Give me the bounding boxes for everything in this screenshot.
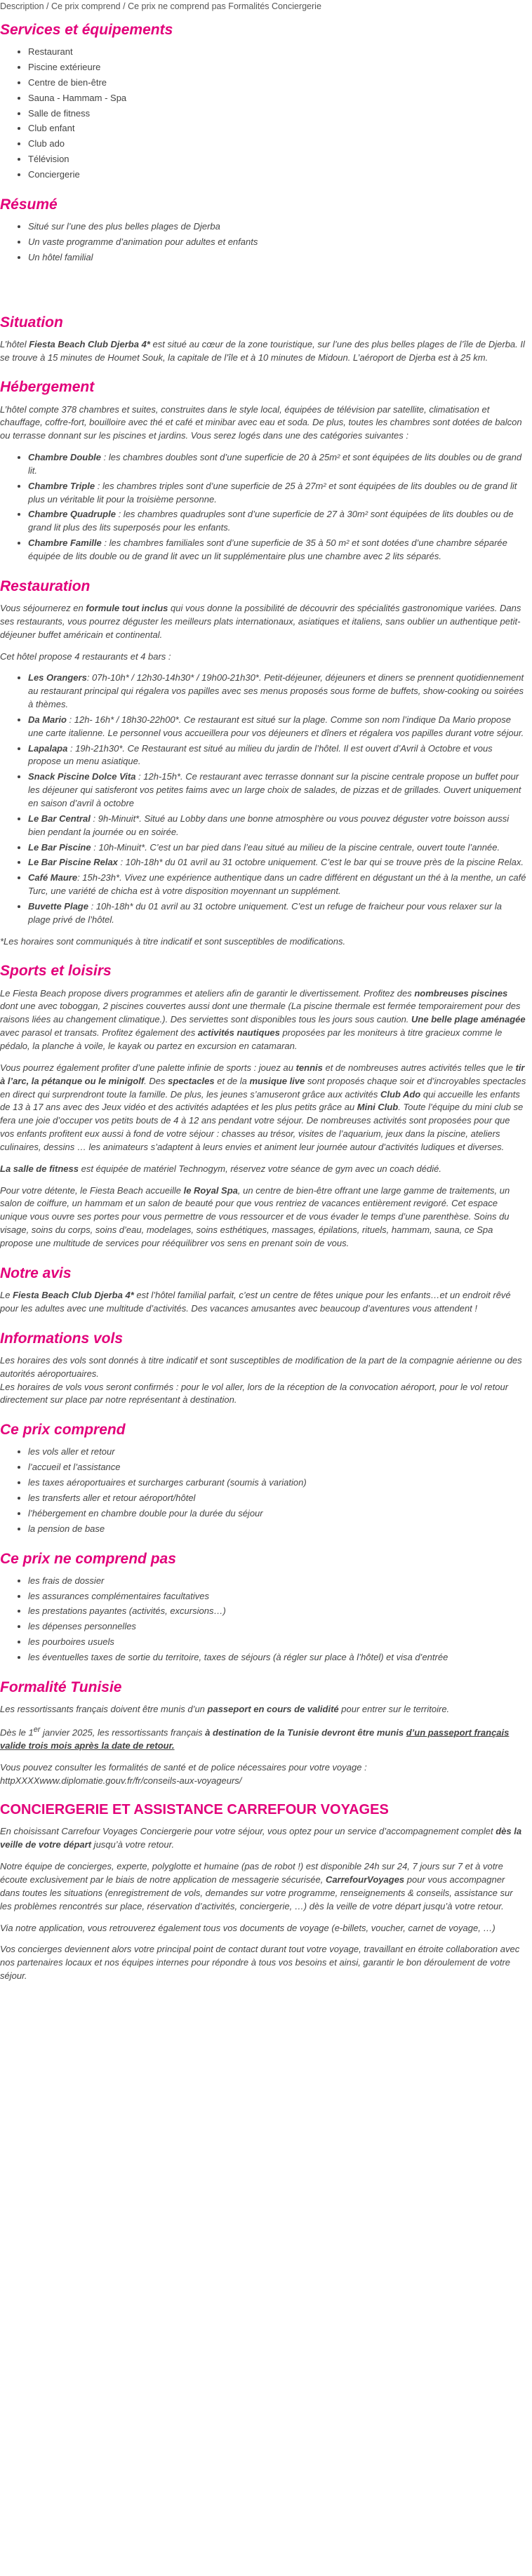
ne-comprend-heading: Ce prix ne comprend pas (0, 1550, 176, 1567)
formalite-paragraph-1: Les ressortissants français doivent être munis d’un passeport en cours de validité pour entrer sur le territoire. (0, 1703, 450, 1714)
sports-paragraph-2: Vous pourrez également profiter d’une palette infinie de sports : jouez au tennis et de nombreuses autres activités telles que le tir à l’arc, la pétanque ou le minigolf. Des spectacles et de la musique live sont proposés chaque soir et d’incroyables spectacles en direct qui surprendront toute la famille. De plus, les jeunes s’amuseront grâce aux activités Club Ado qui accueille les enfants de 13 à 17 ans avec des Jeux vidéo et des activités adaptées et les plus petits grâce au Mini Club. Toute l’équipe du mini club se fera une joie d’occuper vos petits bouts de 4 à 12 ans pendant votre séjour. De nombreuses activités sont proposées pour que vos enfants profitent eux aussi à fond de votre séjour : chasses au trésor, visites de l’aquarium, jeux dans la piscine, ateliers culinaires, dessins … les animateurs s’adaptent à leurs envies et animent leur journée autour d’activités ludiques et diverses. (0, 1062, 526, 1152)
list-item: • Un vaste programme d’animation pour adultes et enfants (28, 236, 526, 249)
services-list (0, 46, 526, 182)
tab-description[interactable]: Description (0, 1, 44, 11)
list-item: • Le Bar Piscine : 10h-Minuit*. C’est un bar pied dans l’eau situé au milieu de la piscine centrale, ouvert toute l’année. (28, 841, 526, 855)
list-item: • les pourboires usuels (28, 1636, 526, 1649)
list-item: • les frais de dossier (28, 1575, 526, 1588)
sports-paragraph-1: Le Fiesta Beach propose divers programmes et ateliers afin de garantir le divertissement. Profitez des nombreuses piscines dont une avec toboggan, 2 piscines couvertes aussi dont une thermale (La piscine thermale est fermée temporairement pour des raisons liées au changement climatique.). Des serviettes sont disponibles tous les jours sous caution. Une belle plage aménagée avec parasol et transats. Profitez également des activités nautiques proposées par les moniteurs à titre gracieux comme le pédalo, la planche à voile, le kayak ou partez en excursion en catamaran. (0, 987, 526, 1051)
diplomatie-link[interactable]: httpXXXXwww.diplomatie.gouv.fr/fr/conseils-aux-voyageurs/ (0, 1775, 242, 1786)
restaurants-list (0, 672, 526, 926)
list-item: • Salle de fitness (28, 107, 526, 121)
list-item: • la pension de base (28, 1523, 526, 1536)
conciergerie-paragraph-2: Notre équipe de concierges, experte, polyglotte et humaine (pas de robot !) est disponible 24h sur 24, 7 jours sur 7 et à votre écoute exclusivement par le biais de notre application de messagerie sécurisée, CarrefourVoyages pour vous accompagner dans toutes les situations (enregistrement de vols, demandes sur votre programme, renseignements & conseils, assistance sur les problèmes rencontrés sur place, réservation d’activités, conciergerie, …) dès la veille de votre départ jusqu’à votre retour. (0, 1861, 513, 1911)
formalite-paragraph-3: Vous pouvez consulter les formalités de santé et de police nécessaires pour votre voyage : httpXXXXwww.diplomatie.gouv.fr/fr/conseils-aux-voyageurs/ (0, 1761, 367, 1786)
resume-list (0, 220, 526, 265)
hebergement-intro: L’hôtel compte 378 chambres et suites, construites dans le style local, équipées de télévision par satellite, climatisation et chauffage, coffre-fort, bouilloire avec thé et café et minibar avec eau et soda. De plus, toutes les chambres sont dotées de balcon ou terrasse donnant sur les piscines et jardins. Vous serez logés dans une des catégories suivantes : (0, 403, 522, 441)
sports-paragraph-3: La salle de fitness est équipée de matériel Technogym, réservez votre séance de gym avec un coach dédié. (0, 1163, 441, 1174)
list-item: • Restaurant (28, 46, 526, 59)
tab-separator: / (123, 1, 128, 11)
list-item: • les transferts aller et retour aéroport/hôtel (28, 1492, 526, 1505)
list-item: • Conciergerie (28, 168, 526, 182)
tab-separator: / (46, 1, 51, 11)
tab-concierge[interactable]: Conciergerie (272, 1, 321, 11)
tab-excluded[interactable]: Ce prix ne comprend pas (128, 1, 226, 11)
list-item: • Le Bar Central : 9h-Minuit*. Situé au Lobby dans une bonne atmosphère ou vous pouvez déguster votre boisson aussi bien pendant la journée ou en soirée. (28, 813, 526, 839)
list-item: • Sauna - Hammam - Spa (28, 92, 526, 105)
list-item: • Café Maure: 15h-23h*. Vivez une expérience authentique dans un cadre différent en dégustant un thé à la menthe, un café Turc, une variété de chicha est à votre disposition moyennant un supplément. (28, 872, 526, 898)
list-item: • Chambre Famille : les chambres familiales sont d’une superficie de 35 à 50 m² et sont dotées d’une chambre séparée équipée de lits double ou de grand lit avec un lit supplémentaire plus une chambre avec 2 lits séparés. (28, 537, 526, 563)
list-item: • Club ado (28, 138, 526, 151)
list-item: • les éventuelles taxes de sortie du territoire, taxes de séjours (à régler sur place à l’hôtel) et visa d’entrée (28, 1651, 526, 1664)
tab-bar (0, 0, 526, 13)
list-item: • les vols aller et retour (28, 1446, 526, 1459)
list-item: • les taxes aéroportuaires et surcharges carburant (soumis à variation) (28, 1476, 526, 1490)
restauration-heading: Restauration (0, 578, 91, 594)
list-item: • Les Orangers: 07h-10h* / 12h30-14h30* / 19h00-21h30*. Petit-déjeuner, déjeuners et diners se prennent quotidiennement au restaurant principal qui régalera vos papilles avec ses menus proposés sous forme de buffets, show-cooking ou soirées à thèmes. (28, 672, 526, 712)
services-heading: Services et équipements (0, 22, 173, 38)
list-item: • Da Mario : 12h- 16h* / 18h30-22h00*. Ce restaurant est situé sur la plage. Comme son nom l’indique Da Mario propose une carte italienne. Le personnel vous accueillera pour vos déjeuners et dîners et régalera vos papilles durant votre séjour. (28, 714, 526, 740)
list-item: • les assurances complémentaires facultatives (28, 1590, 526, 1603)
hebergement-heading: Hébergement (0, 379, 95, 396)
list-item: • Le Bar Piscine Relax : 10h-18h* du 01 avril au 31 octobre uniquement. C’est le bar qui se trouve près de la piscine Relax. (28, 856, 526, 869)
avis-heading: Notre avis (0, 1264, 72, 1281)
situation-text: L’hôtel Fiesta Beach Club Djerba 4* est situé au cœur de la zone touristique, sur l’une des plus belles plages de l’île de Djerba. Il se trouve à 15 minutes de Houmet Souk, la capitale de l’île et à 10 minutes de Midoun. L’aéroport de Djerba est à 25 km. (0, 338, 525, 363)
list-item: • Centre de bien-être (28, 76, 526, 90)
comprend-heading: Ce prix comprend (0, 1422, 126, 1439)
formalite-heading: Formalité Tunisie (0, 1679, 122, 1695)
list-item: • Club enfant (28, 122, 526, 135)
list-item: • Chambre Double : les chambres doubles sont d’une superficie de 20 à 25m² et sont équipées de lits doubles ou de grand lit. (28, 451, 526, 478)
restauration-count: Cet hôtel propose 4 restaurants et 4 bars : (0, 650, 171, 662)
list-item: • Snack Piscine Dolce Vita : 12h-15h*. Ce restaurant avec terrasse donnant sur la piscine centrale propose un buffet pour les déjeuner qui satisferont vos petites faims avec un large choix de salades, de pizzas et de grillades. Ouvert uniquement en saison d’avril à octobre (28, 770, 526, 810)
rooms-list (0, 451, 526, 563)
situation-heading: Situation (0, 314, 63, 331)
formalite-paragraph-2: Dès le 1er janvier 2025, les ressortissants français à destination de la Tunisie devront être munis d’un passeport français valide trois mois après la date de retour. (0, 1725, 510, 1751)
avis-text: Le Fiesta Beach Club Djerba 4* est l’hôtel familial parfait, c’est un centre de fêtes unique pour les enfants…et un endroit rêvé pour les adultes avec une multitude d’activités. Des vacances amusantes avec beaucoup d’aventures vous attendent ! (0, 1290, 511, 1314)
comprend-list (0, 1446, 526, 1535)
list-item: • Buvette Plage : 10h-18h* du 01 avril au 31 octobre uniquement. C’est un refuge de fraicheur pour vous relaxer sur la plage privé de l’hôtel. (28, 900, 526, 927)
hotel-name: Fiesta Beach Club Djerba 4* (29, 338, 150, 349)
list-item: • Chambre Quadruple : les chambres quadruples sont d’une superficie de 27 à 30m² sont équipées de lits doubles ou de grand lit plus des lits superposés pour les enfants. (28, 508, 526, 535)
tab-formalities[interactable]: Formalités (228, 1, 270, 11)
conciergerie-heading: CONCIERGERIE ET ASSISTANCE CARREFOUR VOYAGES (0, 1802, 389, 1818)
vols-paragraph: Les horaires des vols sont donnés à titre indicatif et sont susceptibles de modification de la part de la compagnie aérienne ou des autorités aéroportuaires. Les horaires de vols vous seront confirmés : pour le vol aller, lors de la réception de la convocation aéroport, pour le vol retour directement sur place par notre représentant à destination. (0, 1354, 522, 1406)
tab-included[interactable]: Ce prix comprend (51, 1, 121, 11)
list-item: • les prestations payantes (activités, excursions…) (28, 1605, 526, 1618)
list-item: • Chambre Triple : les chambres triples sont d’une superficie de 25 à 27m² et sont équipées de lits doubles ou de grand lit plus un véritable lit pour la troisième personne. (28, 480, 526, 507)
list-item: • Situé sur l’une des plus belles plages de Djerba (28, 220, 526, 234)
list-item: • Lapalapa : 19h-21h30*. Ce Restaurant est situé au milieu du jardin de l’hôtel. Il est ouvert d’Avril à Octobre et vous propose un menu asiatique. (28, 742, 526, 769)
hours-note: *Les horaires sont communiqués à titre indicatif et sont susceptibles de modifications. (0, 935, 346, 947)
conciergerie-paragraph-1: En choisissant Carrefour Voyages Conciergerie pour votre séjour, vous optez pour un service d’accompagnement complet dès la veille de votre départ jusqu’à votre retour. (0, 1826, 522, 1850)
sports-paragraph-4: Pour votre détente, le Fiesta Beach accueille le Royal Spa, un centre de bien-être offrant une large gamme de traitements, un salon de coiffure, un hammam et un salon de beauté pour que vous rentriez de vacances entièrement revigoré. Cet espace unique vous ouvre ses portes pour vous permettre de vous ressourcer et de vous évader le temps d’une parenthèse. Soins du visage, soins du corps, soins d’eau, modelages, soins esthétiques, massages, épilations, rituels, hammam, sauna, ce Spa propose une multitude de services pour rééquilibrer vos sens en prenant soin de vous. (0, 1184, 510, 1248)
list-item: • Piscine extérieure (28, 61, 526, 74)
ne-comprend-list (0, 1575, 526, 1664)
vols-heading: Informations vols (0, 1330, 124, 1347)
list-item: • Télévision (28, 153, 526, 166)
list-item: • l’accueil et l’assistance (28, 1461, 526, 1474)
list-item: • les dépenses personnelles (28, 1620, 526, 1634)
sports-heading: Sports et loisirs (0, 963, 112, 980)
list-item: • l’hébergement en chambre double pour la durée du séjour (28, 1507, 526, 1521)
resume-heading: Résumé (0, 196, 58, 213)
list-item: • Un hôtel familial (28, 251, 526, 265)
conciergerie-paragraph-3: Via notre application, vous retrouverez également tous vos documents de voyage (e-billets, voucher, carnet de voyage, …) (0, 1922, 496, 1933)
conciergerie-paragraph-4: Vos concierges deviennent alors votre principal point de contact durant tout votre voyage, travaillant en étroite collaboration avec nos partenaires locaux et nos équipes internes pour répondre à tous vos besoins et ainsi, garantir le bon déroulement de votre séjour. (0, 1944, 520, 1982)
restauration-intro: Vous séjournerez en formule tout inclus qui vous donne la possibilité de découvrir des spécialités gastronomique variées. Dans ses restaurants, vous pourrez déguster les meilleurs plats internationaux, asiatiques et italiens, sans oublier un authentique petit-déjeuner buffet américain et continental. (0, 603, 521, 640)
